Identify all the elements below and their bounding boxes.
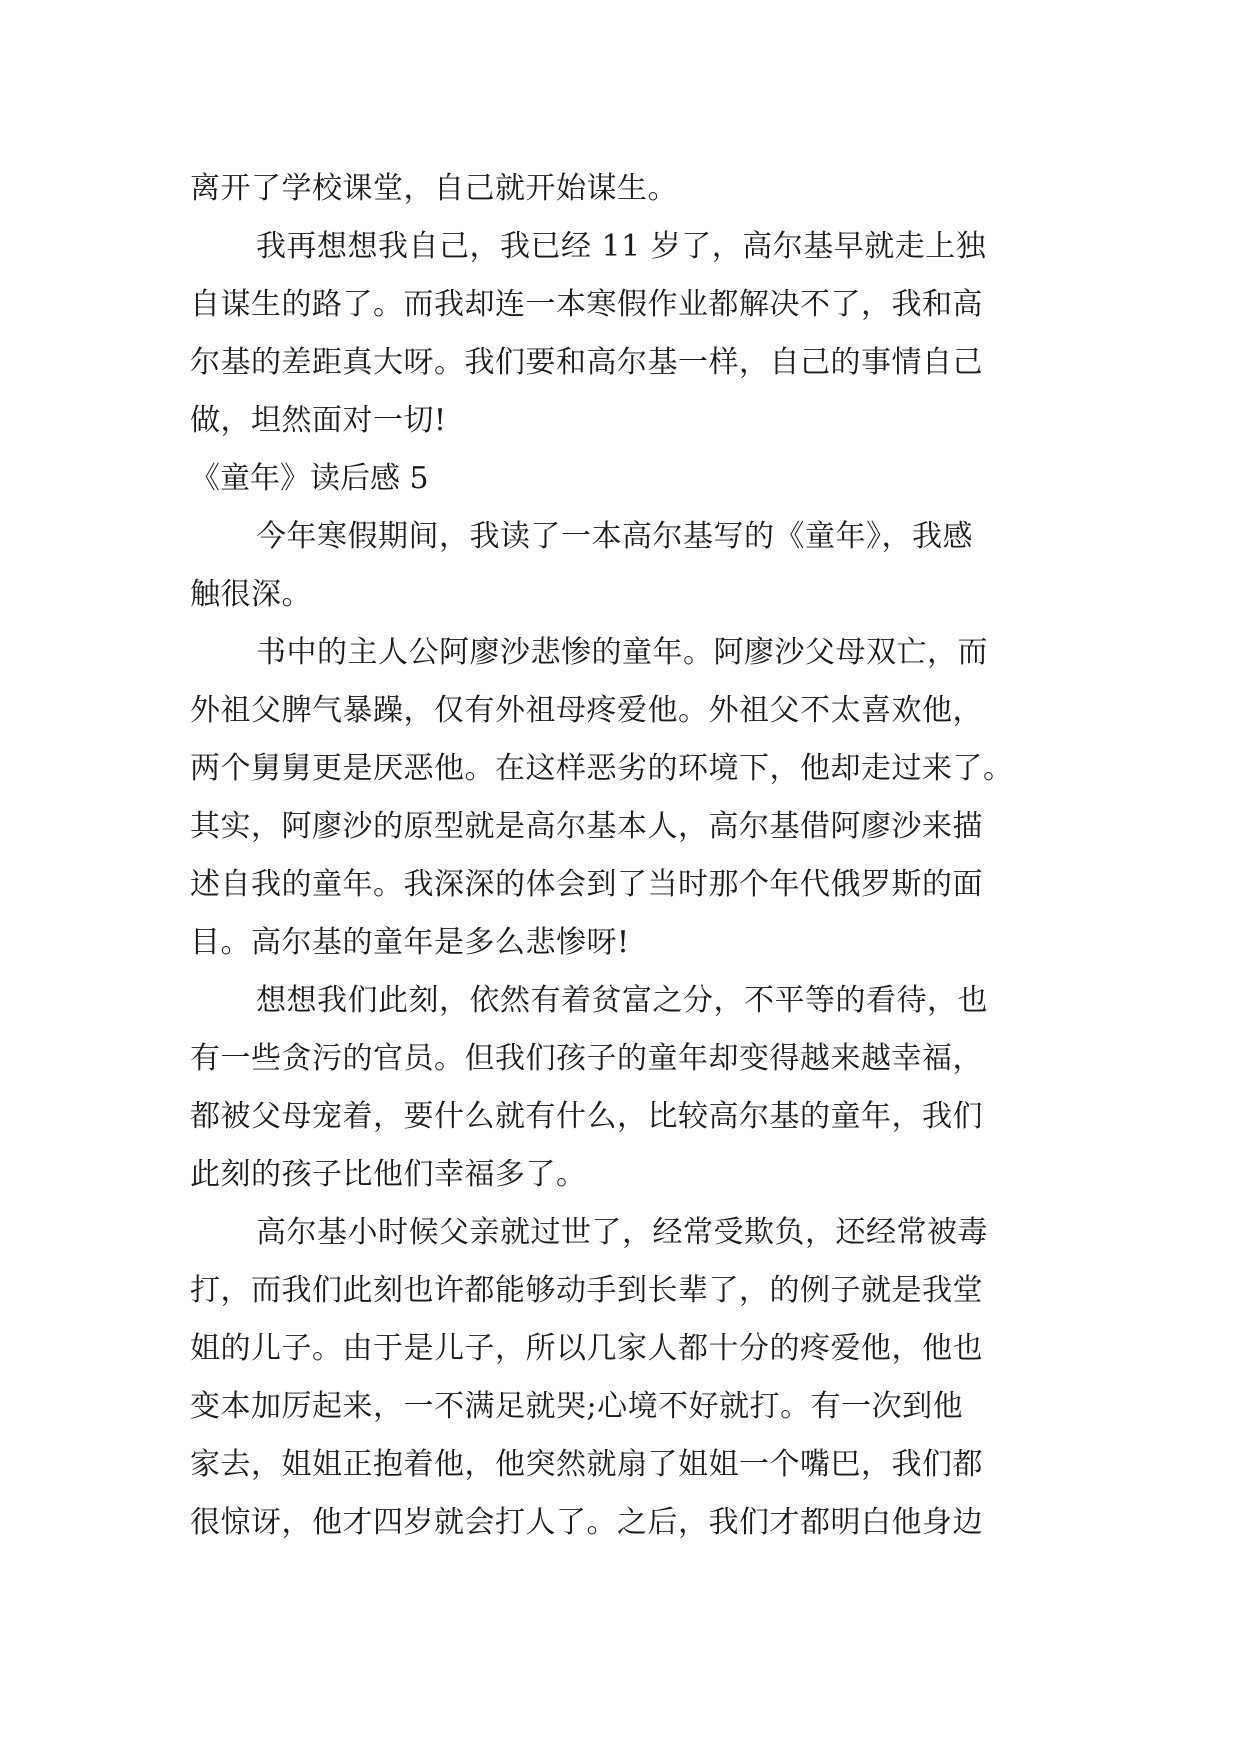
document-body	[190, 160, 1070, 1552]
paragraph-start-line: 想想我们此刻，依然有着贫富之分，不平等的看待，也	[256, 983, 988, 1018]
text-line: 打，而我们此刻也许都能够动手到长辈了，的例子就是我堂	[190, 1273, 983, 1308]
text-line: 自谋生的路了。而我却连一本寒假作业都解决不了，我和高	[190, 287, 983, 322]
text-line: 述自我的童年。我深深的体会到了当时那个年代俄罗斯的面	[190, 867, 983, 902]
section-heading: 《童年》读后感 5	[190, 461, 429, 496]
text-line: 触很深。	[190, 577, 312, 612]
text-line: 目。高尔基的童年是多么悲惨呀!	[190, 925, 630, 960]
text-line: 很惊讶，他才四岁就会打人了。之后，我们才都明白他身边	[190, 1505, 983, 1540]
text-line: 变本加厉起来，一不满足就哭;心境不好就打。有一次到他	[190, 1389, 964, 1424]
text-line: 姐的儿子。由于是儿子，所以几家人都十分的疼爱他，他也	[190, 1331, 983, 1366]
paragraph-start-line: 今年寒假期间，我读了一本高尔基写的《童年》，我感	[256, 519, 973, 554]
paragraph-start-line: 书中的主人公阿廖沙悲惨的童年。阿廖沙父母双亡，而	[256, 635, 988, 670]
text-line: 尔基的差距真大呀。我们要和高尔基一样，自己的事情自己	[190, 345, 983, 380]
text-line: 其实，阿廖沙的原型就是高尔基本人，高尔基借阿廖沙来描	[190, 809, 983, 844]
paragraph-start-line: 高尔基小时候父亲就过世了，经常受欺负，还经常被毒	[256, 1215, 988, 1250]
text-line: 做，坦然面对一切!	[190, 403, 447, 438]
text-line: 有一些贪污的官员。但我们孩子的童年却变得越来越幸福，	[190, 1041, 983, 1076]
text-line: 此刻的孩子比他们幸福多了。	[190, 1157, 587, 1192]
text-line: 都被父母宠着，要什么就有什么，比较高尔基的童年，我们	[190, 1099, 983, 1134]
text-line: 离开了学校课堂，自己就开始谋生。	[190, 171, 678, 206]
text-line: 外祖父脾气暴躁，仅有外祖母疼爱他。外祖父不太喜欢他，	[190, 693, 983, 728]
text-line: 两个舅舅更是厌恶他。在这样恶劣的环境下，他却走过来了。	[190, 751, 1014, 786]
text-line: 家去，姐姐正抱着他，他突然就扇了姐姐一个嘴巴，我们都	[190, 1447, 983, 1482]
paragraph-start-line: 我再想想我自己，我已经 11 岁了，高尔基早就走上独	[256, 229, 987, 264]
